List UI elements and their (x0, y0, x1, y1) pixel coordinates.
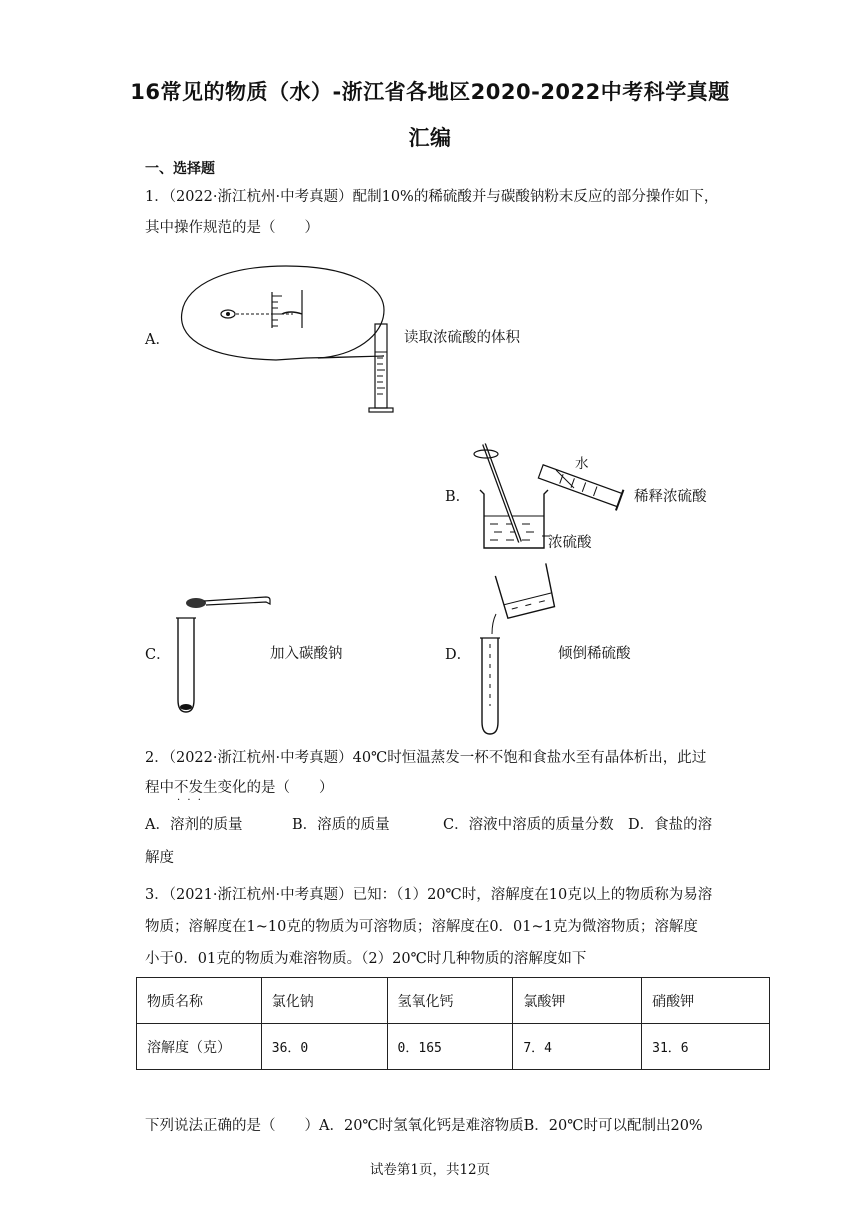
q1-option-d-caption: 倾倒稀硫酸 (558, 646, 631, 662)
table-cell: 36．0 (261, 1024, 387, 1070)
q1-option-a-figure (178, 262, 400, 414)
q3-stem-line1: 3．（2021·浙江杭州·中考真题）已知：（1）20℃时，溶解度在10克以上的物质称为易溶 (145, 887, 713, 903)
q2-stem-line1: 2．（2022·浙江杭州·中考真题）40℃时恒温蒸发一杯不饱和食盐水至有晶体析出，此过 (145, 750, 707, 766)
q2-option-d: D．食盐的溶 (628, 817, 713, 833)
q3-stem-line2: 物质；溶解度在1~10克的物质为可溶物质；溶解度在0．01~1克为微溶物质；溶解度 (145, 919, 698, 935)
q1-option-b-water-label: 水 (575, 456, 589, 472)
page-title-cont: 汇编 (408, 126, 452, 150)
table-header-cell: 氯酸钾 (513, 978, 642, 1024)
q2-option-a: A．溶剂的质量 (145, 817, 243, 833)
q1-option-a-caption: 读取浓硫酸的体积 (404, 330, 520, 346)
pouring-beaker (495, 563, 556, 618)
table-header-cell: 氢氧化钙 (387, 978, 513, 1024)
q1-option-c-figure (170, 588, 280, 718)
graduated-cylinder (375, 324, 387, 408)
table-header-cell: 硝酸钾 (642, 978, 770, 1024)
q1-option-b-caption: 稀释浓硫酸 (634, 489, 707, 505)
spoon-icon (186, 598, 206, 608)
q2-option-d-cont: 解度 (145, 850, 174, 866)
test-tube (178, 618, 194, 712)
table-cell: 0．165 (387, 1024, 513, 1070)
q1-option-c-letter: C． (145, 647, 171, 663)
q2-option-c: C．溶液中溶质的质量分数 (443, 817, 614, 833)
q1-option-a-letter: A． (145, 332, 170, 348)
q1-option-d-letter: D． (445, 647, 472, 663)
q2-emphasis-dots: · · · (177, 795, 203, 806)
q1-option-b-letter: B． (445, 489, 471, 505)
table-cell: 31．6 (642, 1024, 770, 1070)
q1-stem-line1: 1．（2022·浙江杭州·中考真题）配制10%的稀硫酸并与碳酸钠粉末反应的部分操作如下， (145, 189, 719, 205)
q1-stem-line2: 其中操作规范的是（ ） (145, 220, 319, 236)
page-footer: 试卷第1页，共12页 (369, 1162, 491, 1178)
table-header-row (137, 978, 770, 1024)
q1-option-d-figure (470, 562, 560, 738)
table-cell: 7．4 (513, 1024, 642, 1070)
table-header-cell: 物质名称 (137, 978, 262, 1024)
beaker (480, 490, 548, 548)
table-row (137, 1024, 770, 1070)
q2-option-b: B．溶质的质量 (292, 817, 390, 833)
q3-options-line: 下列说法正确的是（ ）A．20℃时氢氧化钙是难溶物质B．20℃时可以配制出20% (145, 1118, 703, 1134)
page-title: 16常见的物质（水）-浙江省各地区2020-2022中考科学真题 (130, 80, 730, 104)
q1-option-b-figure (460, 436, 630, 556)
q1-option-b-acid-label: 浓硫酸 (548, 535, 592, 551)
q3-stem-line3: 小于0．01克的物质为难溶物质。（2）20℃时几种物质的溶解度如下 (145, 951, 587, 967)
section-heading: 一、选择题 (145, 161, 215, 177)
q1-option-c-caption: 加入碳酸钠 (270, 646, 343, 662)
table-cell: 溶解度（克） (137, 1024, 262, 1070)
solubility-table (136, 977, 770, 1070)
table-header-cell: 氯化钠 (261, 978, 387, 1024)
q2-stem-line2: 程中不发生变化的是（ ） (145, 780, 334, 796)
